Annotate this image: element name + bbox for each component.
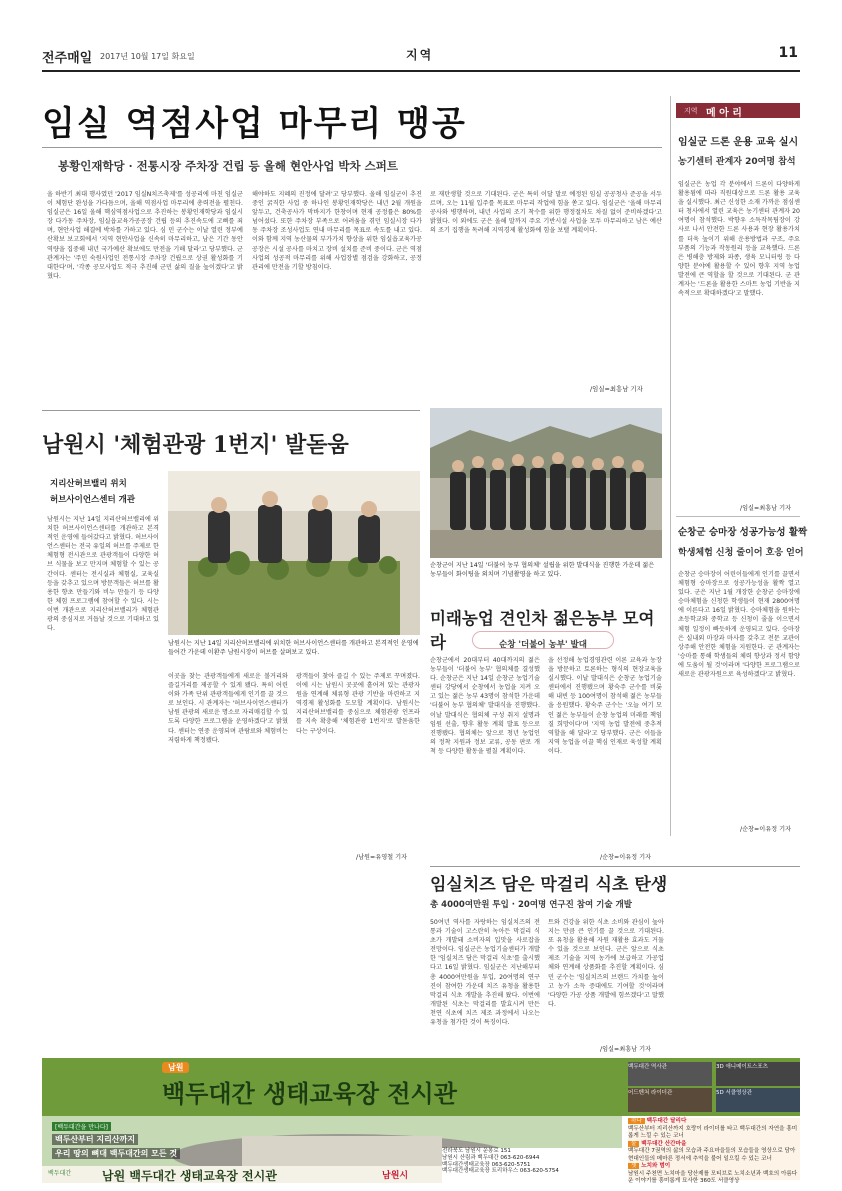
column-label-suffix: 메 아 리: [706, 108, 742, 119]
right-story2-body: 순창군 승마장이 어린이들에게 인기를 끌면서 체험형 승마장으로 성공가능성을 활짝 열고 있다. 군은 지난 1월 개장한 순창군 승마장에 승마체험을 신청한 학생들이 현재 2800여명에 이른다고 16일 밝혔다. 승마체험을 원하는 초등학교와 중학교 등 신청이 줄을 이으면서 체험 일정이 빠듯하게 운영되고 있다. 승마장은 실내외 마장과 마사를 갖추고 전문 교관이 상주해 안전한 체험을 지원한다. 군 관계자는 '승마를 통해 학생들의 체력 향상과 정서 함양에 도움이 될 것'이라며 '다양한 프로그램으로 새로운 관광자원으로 육성하겠다'고 밝혔다.: [678, 571, 800, 679]
article3-sub1: 지리산허브밸리 위치: [50, 479, 127, 489]
article3-col3: 광객들이 찾아 즐길 수 있는 주제로 꾸며졌다. 이에 시는 남원시 곳곳에 흩어져 있는 관광자원을 연계해 체류형 관광 기반을 마련하고 지역경제 활성화를 도모할 계획이다. 남원시는 지리산허브밸리를 중심으로 체험관광 인프라를 지속 확충해 '체험관광 1번지'로 발돋움한다는 구상이다.: [296, 673, 420, 735]
right-story1-subtitle: 농기센터 관계자 20여명 참석: [678, 157, 796, 167]
right-story-divider: [676, 516, 800, 517]
article4-col1: 50여년 역사를 자랑하는 임실치즈의 전통과 기술이 고스란히 녹아든 막걸리 식초가 개발돼 소비자의 입맛을 사로잡을 전망이다. 임실군은 농업기술센터가 개발한 '임실치즈 담은 막걸리 식초'를 출시했다고 16일 밝혔다. 임실군은 지난해부터 총 4000여만원을 투입, 20여명의 연구진이 참여한 가운데 치즈 유청을 활용한 막걸리 식초 개발을 추진해 왔다. 이번에 개발된 식초는 막걸리를 발효시켜 만든 천연 식초에 치즈 제조 과정에서 나오는 유청을 첨가한 것이 특징이다.: [430, 919, 540, 1027]
ad-badge: 남원: [162, 1062, 189, 1073]
right-story2-byline: /순창=이유정 기자: [740, 826, 792, 833]
main-article-col2: 해야하도 지혜의 진정에 달려'고 당부했다. 올해 임실군이 추진 중인 굵직한 사업 중 하나인 봉황인재학당은 내년 2월 개원을 앞두고, 건축공사가 막바지가 한창이며 현재 공정률은 80%를 넘어섰다. 또한 주차장 부족으로 어려움을 겪던 임실시장 다가동 주차장 조성사업도 연내 마무리를 목표로 속도를 내고 있다. 이와 함께 지역 농산물의 부가가치 향상을 위한 임실읍교육가공공장은 시설 공사를 마치고 장비 설치를 준비 중이다. 군은 역점사업의 성공적 마무리를 위해 사업장별 점검을 강화하고, 공정 관리에 만전을 기할 방침이다.: [252, 191, 422, 271]
article2-col2: 을 선정해 농업경영관련 이론 교육과 농장을 방문하고 토론하는 형식의 현장교육을 실시했다. 이날 발대식은 순창군 농업기술센터에서 진행됐으며 황숙주 군수를 비롯해 내빈 등 100여명이 참석해 젊은 농부들을 응원했다. 황숙주 군수는 '오늘 여기 모인 젊은 농부들이 순창 농업의 미래를 책임질 희망이다'며 '지역 농업 발전에 중추적 역할을 해 달라'고 당부했다. 군은 이들을 지역 농업을 이끌 핵심 인재로 육성할 계획이다.: [548, 657, 662, 755]
right-story2-subtitle: 학생체험 신청 줄이어 호응 얻어: [678, 548, 804, 558]
article4-top-rule: [430, 866, 800, 867]
ad-thumb2: [716, 1062, 800, 1086]
article2-col1: 순창군에서 20대부터 40대까지의 젊은 농부들이 '더불어 농부' 협의체를 결성했다. 순창군은 지난 14일 순창군 농업기술센터 강당에서 순창에서 농업을 지켜 오고 있는 젊은 농부 43명이 참석한 가운데 '더불어 농부 협의체' 발대식을 진행했다. 이날 발대식은 협의체 구성 취지 설명과 임원 선출, 향후 활동 계획 발표 등으로 진행됐다. 협의체는 앞으로 청년 농업인의 정착 지원과 정보 교류, 공동 판로 개척 등 다양한 활동을 펼칠 계획이다.: [430, 657, 540, 755]
ad-contact4: 백두대간생태교육장 트리하우스 063-620-5754: [442, 1168, 559, 1175]
right-story1-body: 임실군은 농업 각 분야에서 드론이 다양하게 활용됨에 따라 직원대상으로 드론 활용 교육을 실시했다. 최근 신성한 소재 가까운 점심센터 청사에서 열린 교육은 농기센터 관계자 20여명이 참석했다. 박향우 소득작목팀장이 강사로 나서 안전한 드론 사용과 현장 활용가치를 더욱 높이기 위해 운용방법과 구조, 주요 부품의 기능과 작동원리 등을 교육했다. 드론은 병해충 방제와 파종, 생육 모니터링 등 다양한 분야에 활용할 수 있어 향후 지역 농업 발전에 큰 역할을 할 것으로 기대된다. 군 관계자는 '드론을 활용한 스마트 농업 기반을 지속적으로 확대하겠다'고 말했다.: [678, 181, 800, 298]
article2-subtitle: 순창 '더불어 농부' 발대: [499, 640, 587, 650]
herb-center-photo: [168, 471, 420, 635]
main-article-subtitle: 봉황인재학당 · 전통시장 주차장 건립 등 올해 현안사업 박차 스퍼트: [58, 159, 398, 173]
article3-col1: 남원시는 지난 14일 지리산허브밸리에 위치한 허브사이언스센터를 개관하고 본격적인 운영에 들어갔다고 밝혔다. 허브사이언스센터는 전국 유일의 허브를 주제로 한 체험형 전시관으로 관광객들이 다양한 허브 식물을 보고 만지며 체험할 수 있는 공간이다. 센터는 전시실과 체험실, 교육실 등을 갖추고 있으며 방문객들은 허브를 활용한 향초 만들기와 비누 만들기 등 다양한 체험 프로그램에 참여할 수 있다. 시는 이번 개관으로 지리산허브밸리가 체험관광의 중심지로 거듭날 것으로 기대하고 있다.: [47, 516, 159, 633]
ad-contact3: 백두대간생태교육장 063-620-5751: [442, 1161, 531, 1168]
ad-contact2: 남원시 산림과 백두대간 063-620-6944: [442, 1154, 540, 1161]
ad-thumb4-label: 5D 서클영상관: [716, 1090, 753, 1096]
ad-contact-block: [442, 1148, 622, 1183]
article2-subtitle-pill: [472, 631, 614, 649]
main-article-byline: /임실=최흥남 기자: [590, 385, 643, 393]
column-label: 지역: [684, 107, 698, 115]
article4-subtitle: 총 4000여만원 투입 · 20여명 연구진 참여 기술 개발: [430, 900, 632, 910]
article3-sub2: 허브사이언스센터 개관: [50, 495, 136, 505]
ad-contact1: 전라북도 남원시 운봉로 151: [442, 1148, 511, 1154]
right-column-divider: [670, 96, 671, 836]
ad-thumb3: [628, 1088, 712, 1112]
ad-box3-title: 노치와 범이: [641, 1163, 671, 1169]
ad-box2-num: 둘: [628, 1141, 639, 1147]
herb-center-photo-caption: 남원시는 지난 14일 지리산허브밸리에 위치한 허브사이언스센터를 개관하고 본격적인 운영에 들어간 가운데 이환주 남원시장이 허브를 살펴보고 있다.: [168, 640, 419, 656]
issue-date: 2017년 10월 17일 화요일: [100, 52, 195, 61]
group-photo-caption: 순창군이 지난 14일 '더불어 농부 협의체' 설립을 위한 발대식을 진행한 가운데 젊은 농부들이 화이팅을 외치며 기념촬영을 하고 있다.: [430, 562, 655, 578]
ad-thumb3-label: 어드벤쳐 라이더관: [628, 1090, 673, 1096]
main-article-col1: 올 하반기 최대 행사였던 '2017 임실N치즈축제'를 성공리에 마친 임실군이 체험단 완성을 가다듬으며, 올해 역점사업 마무리에 총력전을 펼친다. 임실군은 16일 올해 핵심역점사업으로 추진하는 봉황인재학당과 임실시장 다가동 주차장, 임실읍교육가공공장 건립 등의 추진속도에 고삐를 죄며, 현안사업 해결에 박차를 가하고 있다. 심 민 군수는 이날 열린 정부예산확보 보고회에서 '지역 현안사업을 신속히 마무리하고, 남은 기간 동안 역량을 집중해 내년 국가예산 확보에도 만전을 기해 달라'고 당부했다. 군 관계자는 '주민 숙원사업인 전통시장 주차장 건립으로 상권 활성화를 기대한다'며, '각종 공모사업도 적극 추진해 군민 삶의 질을 높이겠다'고 밝혔다.: [47, 191, 243, 280]
ad-box1: [628, 1118, 800, 1184]
ad-seal: 백두대간: [48, 1170, 72, 1177]
article4-title: 임실치즈 담은 막걸리 식초 탄생: [430, 875, 668, 895]
article3-col2: 이곳을 찾는 관광객들에게 새로운 볼거리와 즐길거리를 제공할 수 있게 됐다. 특히 어린이와 가족 단위 관광객들에게 인기를 끌 것으로 보인다. 시 관계자는 '허브사이언스센터가 남원 관광의 새로운 명소로 자리매김할 수 있도록 다양한 프로그램을 운영하겠다'고 밝혔다. 센터는 연중 운영되며 관람료와 체험비는 저렴하게 책정됐다.: [168, 673, 288, 744]
ad-box1-body: 백두산부터 지리산까지 호랑이 라이더를 타고 백두대간의 자연을 흥미롭게 느낄 수 있는 코너: [628, 1125, 798, 1139]
right-story1-byline: /임실=최흥남 기자: [740, 505, 792, 512]
ad-box3-num: 셋: [628, 1163, 639, 1169]
group-photo: [430, 408, 662, 558]
page-number: 11: [778, 45, 798, 61]
column-label-box: [676, 103, 800, 118]
page-header: [42, 42, 800, 68]
ad-thumb2-label: 3D 애니메이트스포츠: [716, 1064, 768, 1070]
title-underline: [42, 147, 662, 148]
article3-top-rule: [42, 410, 420, 411]
article3-byline: /남원=유영철 기자: [356, 854, 408, 861]
section-name: 지역: [406, 48, 434, 62]
article2-title: 미래농업 견인차 젊은농부 모여라: [430, 609, 655, 652]
right-story2-title: 순창군 승마장 성공가능성 활짝: [678, 527, 808, 538]
right-story1-title: 임실군 드론 운용 교육 실시: [678, 137, 799, 148]
article4-col2: 트와 건강을 위한 식초 소비와 관심이 높아지는 만큼 큰 인기를 끌 것으로 기대된다. 또 유청을 활용해 자원 재활용 효과도 거둘 수 있을 것으로 보인다. 군은 앞으로 식초 제조 기술을 지역 농가에 보급하고 가공업체와 연계해 상품화를 추진할 계획이다. 심 민 군수는 '임실치즈의 브랜드 가치를 높이고 농가 소득 증대에도 기여할 것'이라며 '다양한 가공 상품 개발에 힘쓰겠다'고 말했다.: [548, 919, 664, 1008]
ad-box1-title: 백두대간 달리다: [646, 1118, 687, 1124]
ad-footer-bar: [42, 1166, 442, 1183]
ad-slogan2: 우리 땅의 뼈대 백두대간의 모든 것: [52, 1148, 180, 1159]
ad-box3-body: 남원시 주천면 노치마을 당산제를 모티브로 노치소년과 백호의 아름다운 이야기를 흥미롭게 묘사한 360도 서클영상: [628, 1170, 798, 1184]
article2-byline: /순창=이유정 기자: [600, 854, 652, 861]
header-rule: [42, 70, 800, 72]
advertisement: [42, 1058, 800, 1183]
article4-byline: /임실=최흥남 기자: [600, 1046, 652, 1053]
main-article-col3: 로 재탄생할 것으로 기대된다. 군은 특히 이달 말로 예정된 임실 공공청사 준공을 서두르며, 오는 11월 입주를 목표로 마무리 작업에 힘을 쏟고 있다. 임실군은 '올해 마무리 공사와 병행하며, 내년 사업의 조기 착수를 위한 행정절차도 차질 없이 준비하겠다'고 밝혔다. 이 외에도 군은 올해 말까지 주요 기반시설 사업을 모두 마무리하고 남은 예산의 조기 집행을 독려해 지역경제 활성화에 힘을 보탤 계획이다.: [430, 191, 662, 235]
newspaper-brand: 전주매일: [42, 51, 93, 66]
ad-box1-num: 하나: [628, 1118, 645, 1124]
article3-title: 남원시 '체험관광 1번지' 발돋움: [42, 432, 349, 458]
ad-thumb1-label: 백두대간 역사관: [628, 1064, 667, 1070]
ad-logo: 남원시: [382, 1171, 409, 1181]
ad-thumb1: [628, 1062, 712, 1086]
ad-box2-title: 백두대간 산간마을: [641, 1140, 687, 1147]
ad-headline: 백두대간 생태교육장 전시관: [162, 1080, 457, 1108]
ad-box2-body: 백두대간 7권역의 삶의 모습과 주요마을들의 모습들을 영상으로 담아 현대인들의 메마른 정서에 추억을 불어 일으킬 수 있는 코너: [628, 1148, 796, 1162]
ad-thumb4: [716, 1088, 800, 1112]
main-article-title: 임실 역점사업 마무리 맹공: [42, 104, 467, 144]
ad-slogan1: 백두산부터 지리산까지: [52, 1134, 138, 1145]
ad-footer-title: 남원 백두대간 생태교육장 전시관: [102, 1169, 277, 1183]
ad-tag: [백두대간을 만나다]: [52, 1122, 111, 1131]
